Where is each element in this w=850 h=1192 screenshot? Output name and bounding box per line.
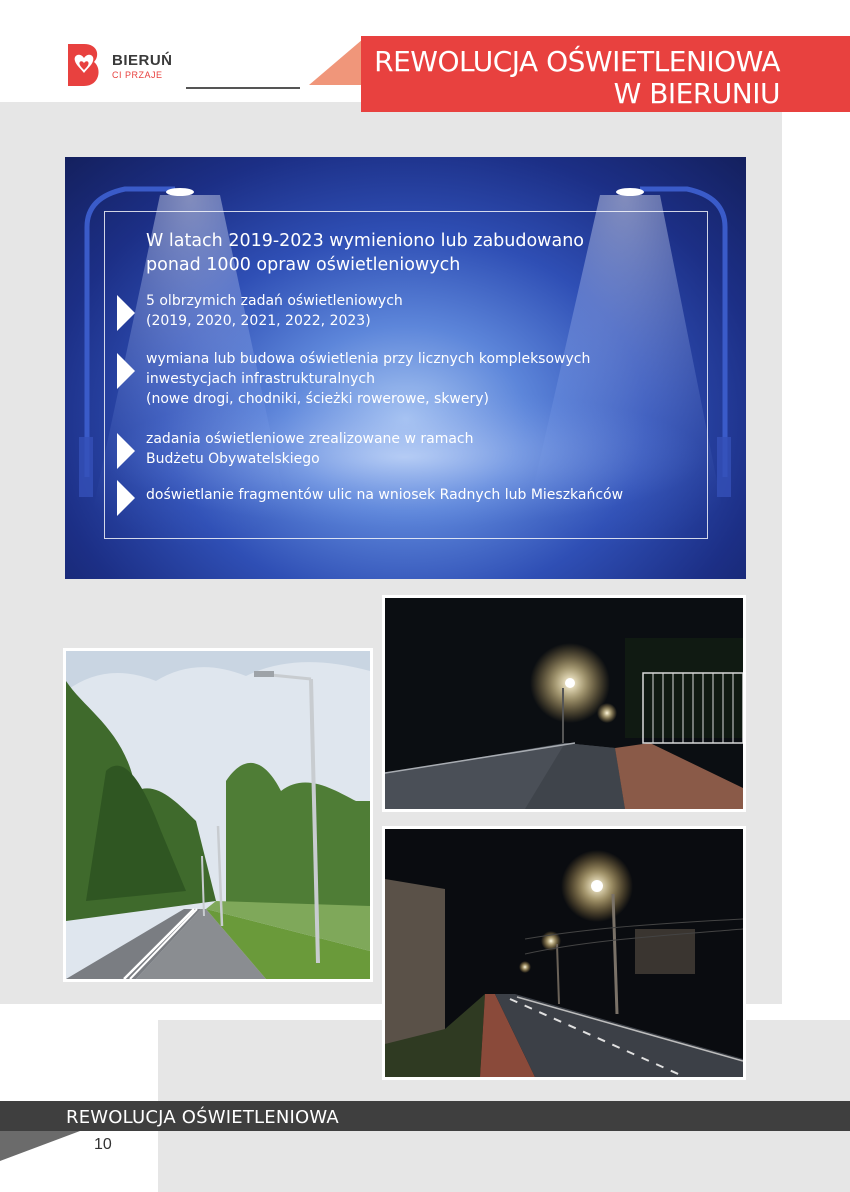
bullet-line: (nowe drogi, chodniki, ścieżki rowerowe, skwery) (146, 391, 489, 407)
bullet-text (146, 349, 716, 409)
arrow-right-icon (117, 480, 135, 516)
photo-night-street-1 (382, 595, 746, 812)
photo-daytime-street (63, 648, 373, 982)
page-number: 10 (94, 1136, 112, 1153)
brand-name: BIERUŃ (112, 52, 173, 69)
bullet-line: zadania oświetleniowe zrealizowane w ramach (146, 431, 474, 447)
bullet-text (146, 291, 716, 331)
header-divider (186, 87, 300, 89)
arrow-right-icon (117, 295, 135, 331)
footer-bar (0, 1101, 850, 1131)
brand-tagline: CI PRZAJE (112, 70, 163, 80)
hero-heading-line1: W latach 2019-2023 wymieniono lub zabudowano (146, 231, 585, 251)
bullet-line: inwestycjach infrastrukturalnych (146, 371, 375, 387)
hero-heading-line2: ponad 1000 opraw oświetleniowych (146, 255, 461, 275)
bullet-line: doświetlanie fragmentów ulic na wniosek Radnych lub Mieszkańców (146, 487, 624, 503)
page-title-line1: REWOLUCJA OŚWIETLENIOWA (374, 45, 780, 78)
bullet-text (146, 485, 716, 505)
page-title-box (361, 36, 850, 112)
footer-section-title: REWOLUCJA OŚWIETLENIOWA (66, 1107, 339, 1128)
hero-panel (65, 157, 746, 579)
photo-night-street-2 (382, 826, 746, 1080)
bullet-line: (2019, 2020, 2021, 2022, 2023) (146, 313, 371, 329)
bullet-line: wymiana lub budowa oświetlenia przy licznych kompleksowych (146, 351, 591, 367)
bullet-line: 5 olbrzymich zadań oświetleniowych (146, 293, 403, 309)
header-accent-triangle (305, 37, 365, 86)
bierun-logo-icon (66, 42, 102, 88)
page-title-line2: W BIERUNIU (613, 77, 780, 110)
bullet-line: Budżetu Obywatelskiego (146, 451, 320, 467)
footer-accent-triangle (0, 1131, 80, 1161)
arrow-right-icon (117, 353, 135, 389)
bullet-text (146, 429, 716, 469)
arrow-right-icon (117, 433, 135, 469)
hero-heading (146, 229, 666, 277)
